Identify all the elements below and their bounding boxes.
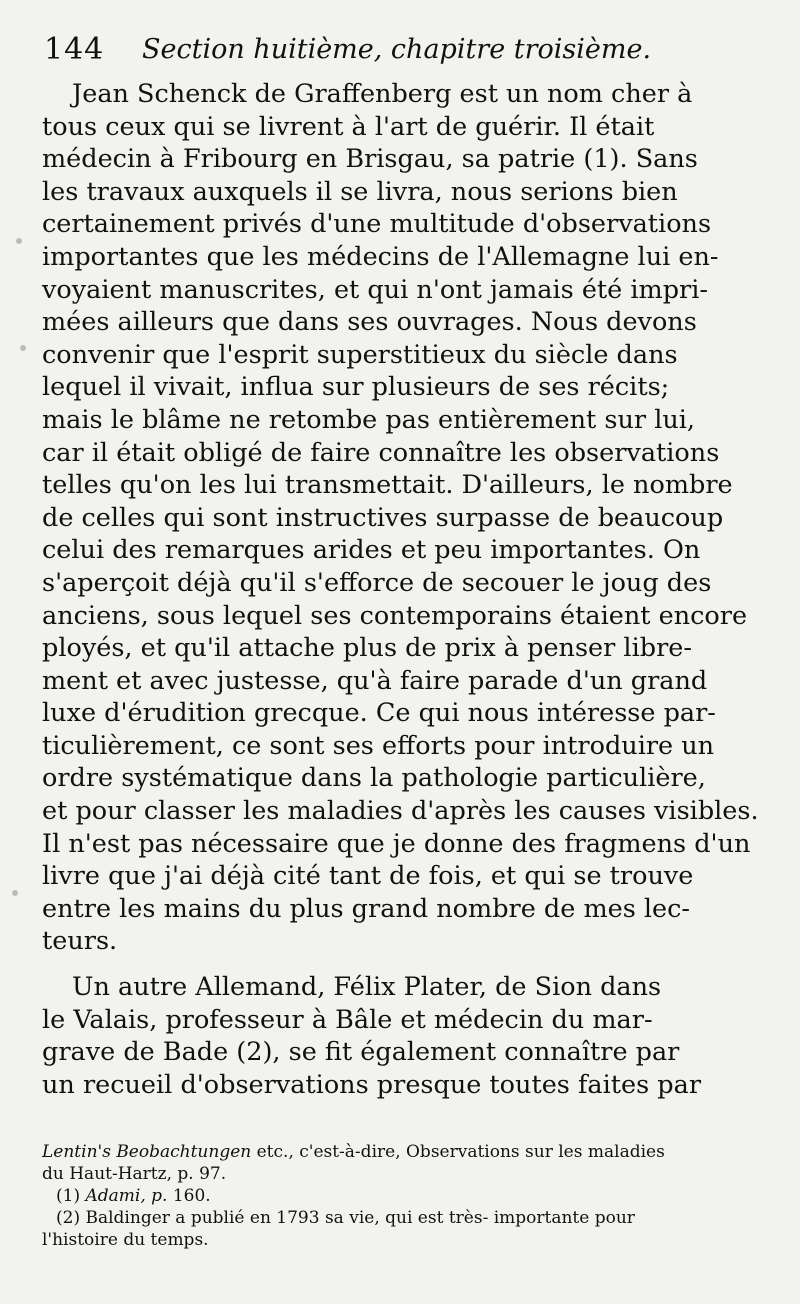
- text-line: médecin à Fribourg en Brisgau, sa patrie (1). Sans: [42, 144, 698, 175]
- text-line: Jean Schenck de Graffenberg est un nom cher à: [72, 79, 693, 109]
- text-line: anciens, sous lequel ses contemporains étaient encore: [42, 600, 748, 631]
- footnote-title: Lentin's Beobachtungen: [42, 1142, 252, 1163]
- page-header: [42, 28, 760, 78]
- text-line: tous ceux qui se livrent à l'art de guérir. Il était: [42, 111, 655, 142]
- footnote-2: (2) Baldinger a publié en 1793 sa vie, qui est très- importante pour: [56, 1208, 635, 1229]
- footnotes: [42, 1141, 760, 1251]
- text-line: entre les mains du plus grand nombre de mes lec-: [42, 893, 691, 924]
- footnote-continued: [42, 1141, 760, 1163]
- text-line: mais le blâme ne retombe pas entièrement sur lui,: [42, 404, 696, 435]
- text-line: telles qu'on les lui transmettait. D'ailleurs, le nombre: [42, 470, 733, 501]
- text-line: celui des remarques arides et peu importantes. On: [42, 535, 701, 566]
- text-line: ment et avec justesse, qu'à faire parade d'un grand: [42, 665, 708, 696]
- paragraph-2: [42, 971, 760, 1101]
- text-line: s'aperçoit déjà qu'il s'efforce de secouer le joug des: [42, 567, 712, 598]
- text-line: lequel il vivait, influa sur plusieurs de ses récits;: [42, 372, 670, 403]
- text-line: voyaient manuscrites, et qui n'ont jamais été impri-: [42, 274, 708, 305]
- text-line: Un autre Allemand, Félix Plater, de Sion dans: [72, 972, 662, 1003]
- text-line: mées ailleurs que dans ses ouvrages. Nous devons: [42, 307, 697, 338]
- footnote-continued-line: du Haut-Hartz, p. 97.: [42, 1164, 227, 1185]
- text-line: luxe d'érudition grecque. Ce qui nous intéresse par-: [42, 698, 716, 729]
- margin-smudge: [20, 345, 26, 351]
- text-line: car il était obligé de faire connaître les observations: [42, 437, 720, 468]
- footnote-1: [42, 1185, 760, 1207]
- text-line: les travaux auxquels il se livra, nous serions bien: [42, 176, 678, 207]
- margin-smudge: [12, 890, 18, 896]
- text-line: de celles qui sont instructives surpasse de beaucoup: [42, 502, 724, 533]
- text-line: le Valais, professeur à Bâle et médecin du mar-: [42, 1004, 653, 1035]
- text-line: teurs.: [42, 926, 118, 957]
- footnote-mark: (1): [56, 1186, 86, 1207]
- text-line: importantes que les médecins de l'Allemagne lui en-: [42, 241, 719, 272]
- text-line: ordre systématique dans la pathologie particulière,: [42, 763, 706, 794]
- text-line: et pour classer les maladies d'après les causes visibles.: [42, 796, 759, 827]
- running-title: Section huitième, chapitre troisième.: [142, 34, 652, 65]
- text-line: un recueil d'observations presque toutes faites par: [42, 1069, 702, 1100]
- text-line: livre que j'ai déjà cité tant de fois, et qui se trouve: [42, 861, 694, 892]
- text-line: ticulièrement, ce sont ses efforts pour introduire un: [42, 730, 715, 761]
- margin-smudge: [16, 238, 22, 244]
- text-line: Il n'est pas nécessaire que je donne des fragmens d'un: [42, 828, 751, 859]
- footnote-text: 160.: [167, 1186, 211, 1207]
- text-line: convenir que l'esprit superstitieux du siècle dans: [42, 339, 678, 370]
- footnote-separator: [42, 1101, 760, 1141]
- footnote-2-line: l'histoire du temps.: [42, 1230, 209, 1251]
- footnote-text: etc., c'est-à-dire, Observations sur les maladies: [251, 1142, 665, 1163]
- paragraph-1: [42, 78, 760, 958]
- text-line: certainement privés d'une multitude d'observations: [42, 209, 712, 240]
- page-number: 144: [44, 32, 105, 67]
- footnote-source: Adami, p.: [85, 1186, 168, 1207]
- text-line: ployés, et qu'il attache plus de prix à penser libre-: [42, 633, 692, 664]
- body-text: [42, 78, 760, 1101]
- text-line: grave de Bade (2), se fit également connaître par: [42, 1037, 680, 1068]
